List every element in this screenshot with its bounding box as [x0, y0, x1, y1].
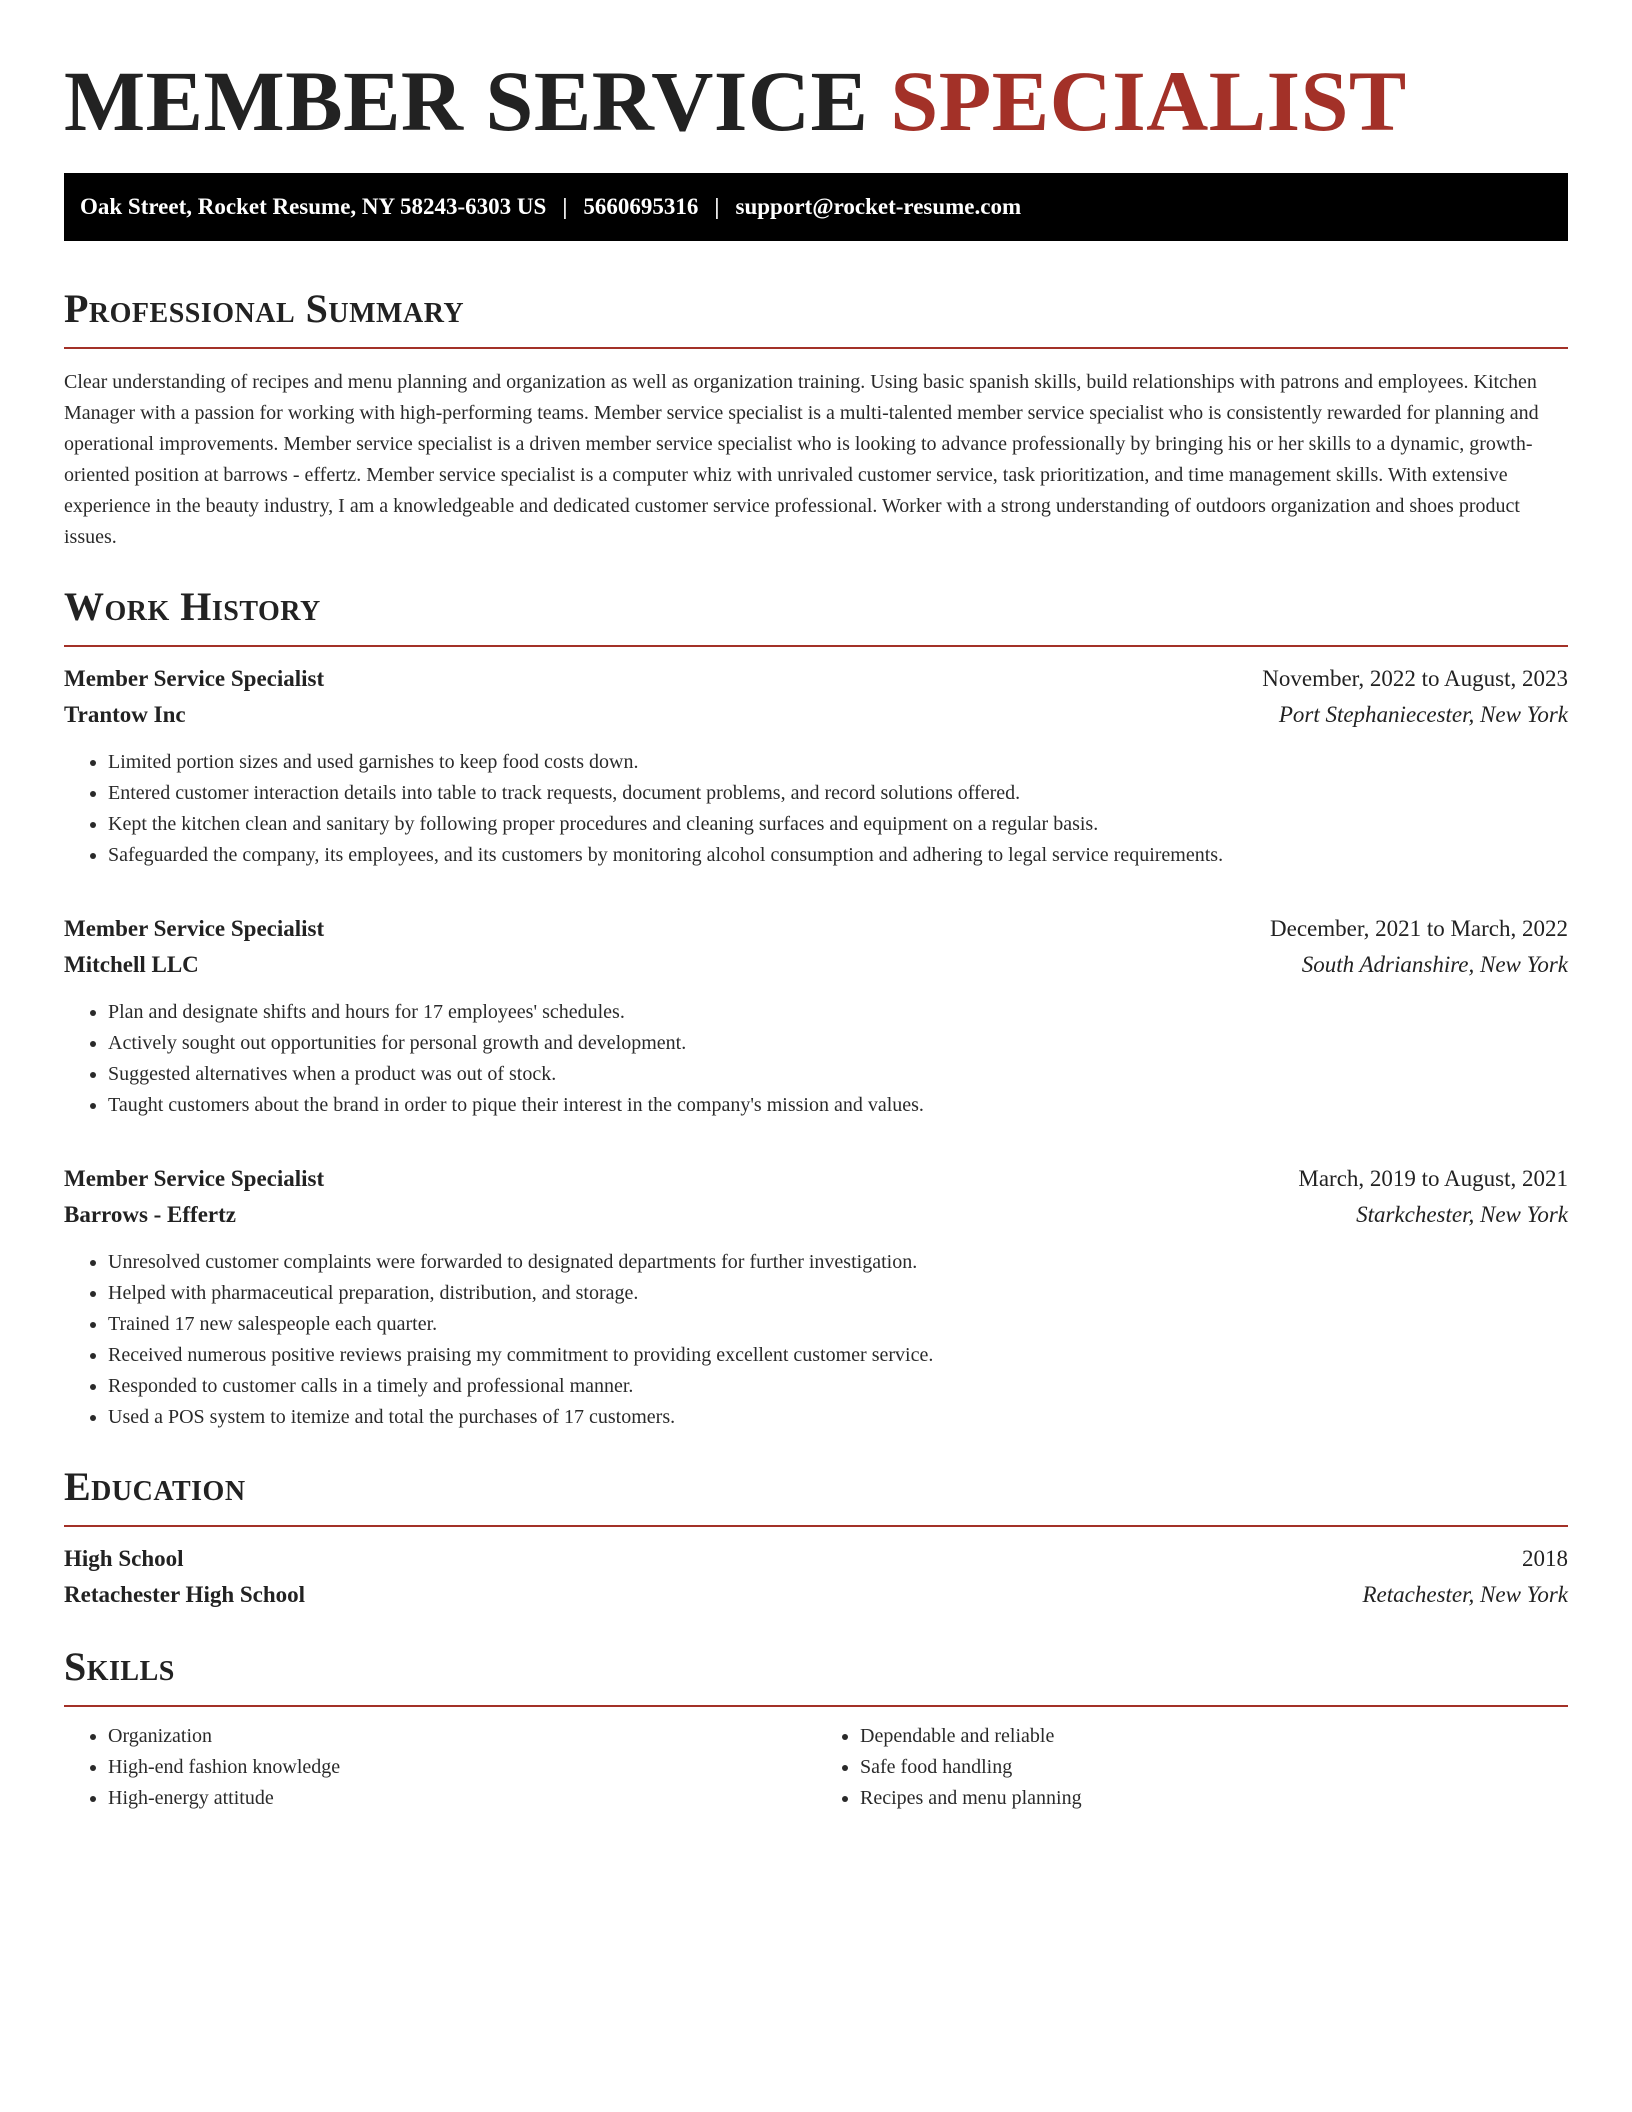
job-title: Member Service Specialist [64, 1165, 325, 1191]
section-divider [64, 645, 1568, 647]
skills-section [64, 1643, 1568, 1814]
skill-item: • Organization [108, 1721, 816, 1752]
education-year: 2018 [1522, 1545, 1568, 1571]
job-location: South Adrianshire, New York [1301, 951, 1568, 977]
section-divider [64, 347, 1568, 349]
job-title: Member Service Specialist [64, 915, 325, 941]
skills-columns [64, 1721, 1568, 1814]
job-dates: March, 2019 to August, 2021 [1298, 1165, 1568, 1191]
job-bullet: • Limited portion sizes and used garnishes to keep food costs down. [108, 747, 1568, 778]
job-entry [64, 661, 1568, 871]
job-bullet: • Plan and designate shifts and hours for 17 employees' schedules. [108, 997, 1568, 1028]
job-bullets [64, 1247, 1568, 1433]
job-header-row [64, 911, 1568, 947]
job-bullet: • Unresolved customer complaints were forwarded to designated departments for further investigation. [108, 1247, 1568, 1278]
contact-bar [64, 173, 1568, 241]
skill-item: • Dependable and reliable [860, 1721, 1568, 1752]
job-bullet: • Kept the kitchen clean and sanitary by following proper procedures and cleaning surfaces and equipment on a regular basis. [108, 809, 1568, 840]
skills-column-right [816, 1721, 1568, 1814]
job-bullet: • Actively sought out opportunities for personal growth and development. [108, 1028, 1568, 1059]
work-history-heading: Work History [64, 583, 321, 629]
job-header-row [64, 661, 1568, 697]
job-bullets [64, 997, 1568, 1121]
job-bullet: • Trained 17 new salespeople each quarter. [108, 1309, 1568, 1340]
education-section [64, 1463, 1568, 1613]
job-company: Mitchell LLC [64, 951, 199, 977]
job-bullet: • Taught customers about the brand in order to pique their interest in the company's mission and values. [108, 1090, 1568, 1121]
job-bullet: • Entered customer interaction details into table to track requests, document problems, and record solutions offered. [108, 778, 1568, 809]
job-location: Starkchester, New York [1356, 1201, 1568, 1227]
job-bullet: • Received numerous positive reviews praising my commitment to providing excellent customer service. [108, 1340, 1568, 1371]
summary-heading: Professional Summary [64, 285, 465, 331]
job-dates: November, 2022 to August, 2023 [1262, 665, 1568, 691]
skills-column-left [64, 1721, 816, 1814]
contact-phone: 5660695316 [583, 193, 699, 219]
job-entry [64, 911, 1568, 1121]
summary-text: Clear understanding of recipes and menu planning and organization as well as organization training. Using basic spanish skills, build relationships with patrons and employees. Kitchen Manager with a passion for working with high-performing teams. Member service specialist is a multi-talented member service specialist who is consistently rewarded for planning and operational improvements. Member service specialist is a driven member service specialist who is looking to advance professionally by bringing his or her skills to a dynamic, growth-oriented position at barrows - effertz. Member service specialist is a computer whiz with unrivaled customer service, task prioritization, and time management skills. With extensive experience in the beauty industry, I am a knowledgeable and dedicated customer service professional. Worker with a strong understanding of outdoors organization and shoes product issues. [64, 370, 1539, 548]
name-first: MEMBER SERVICE [64, 53, 869, 149]
job-location: Port Stephaniecester, New York [1278, 701, 1568, 727]
resume-name [64, 54, 1568, 149]
contact-email: support@rocket-resume.com [735, 193, 1022, 219]
skills-heading: Skills [64, 1643, 175, 1689]
job-company: Barrows - Effertz [64, 1201, 237, 1227]
name-last: SPECIALIST [890, 53, 1407, 149]
job-bullets [64, 747, 1568, 871]
job-company-row [64, 1197, 1568, 1233]
job-bullet: • Safeguarded the company, its employees, and its customers by monitoring alcohol consumption and adhering to legal service requirements. [108, 840, 1568, 871]
skill-item: • Recipes and menu planning [860, 1783, 1568, 1814]
education-degree-row [64, 1541, 1568, 1577]
job-header-row [64, 1161, 1568, 1197]
contact-separator: | [714, 193, 720, 219]
section-divider [64, 1705, 1568, 1707]
education-school-row [64, 1577, 1568, 1613]
education-entry [64, 1541, 1568, 1613]
education-school: Retachester High School [64, 1581, 306, 1607]
job-dates: December, 2021 to March, 2022 [1270, 915, 1568, 941]
contact-separator: | [562, 193, 568, 219]
skill-item: • High-energy attitude [108, 1783, 816, 1814]
job-company: Trantow Inc [64, 701, 186, 727]
job-company-row [64, 697, 1568, 733]
contact-address: Oak Street, Rocket Resume, NY 58243-6303 US [80, 193, 547, 219]
work-history-section [64, 583, 1568, 1433]
job-bullet: • Suggested alternatives when a product was out of stock. [108, 1059, 1568, 1090]
education-location: Retachester, New York [1362, 1581, 1568, 1607]
education-degree: High School [64, 1545, 184, 1571]
job-company-row [64, 947, 1568, 983]
job-bullet: • Responded to customer calls in a timely and professional manner. [108, 1371, 1568, 1402]
job-bullet: • Used a POS system to itemize and total the purchases of 17 customers. [108, 1402, 1568, 1433]
job-entry [64, 1161, 1568, 1433]
job-bullet: • Helped with pharmaceutical preparation, distribution, and storage. [108, 1278, 1568, 1309]
skill-item: • High-end fashion knowledge [108, 1752, 816, 1783]
education-heading: Education [64, 1463, 246, 1509]
skill-item: • Safe food handling [860, 1752, 1568, 1783]
section-divider [64, 1525, 1568, 1527]
job-title: Member Service Specialist [64, 665, 325, 691]
summary-section [64, 285, 1568, 553]
